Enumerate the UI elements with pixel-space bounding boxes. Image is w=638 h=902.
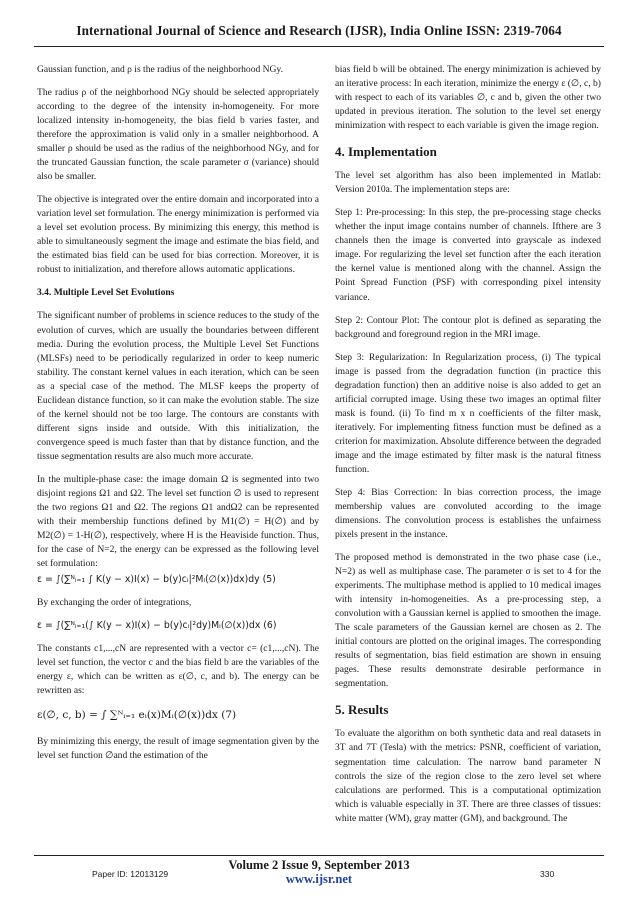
paragraph: Step 1: Pre-processing: In this step, the pre-processing stage checks whether the input image contains number of channels. Ifthere are 3 channels then the image is converted into grayscale as indexed image. For regularizing the level set function after the each iteration the kernel value is mentioned along with the channel. Assign the Point Spread Function (PSF) with corresponding pixel intensity variance. <box>335 207 601 303</box>
paragraph: bias field b will be obtained. The energy minimization is achieved by an iterative process: In each iteration, minimize the energy ε (∅, c, b) with respect to each of its variables ∅, c and b, given the other two updated in previous iteration. The solution to the level set energy minimization with respect to each variable is given the image region. <box>335 64 601 132</box>
left-column <box>37 63 319 772</box>
right-column <box>335 63 601 835</box>
footer-url-link[interactable]: www.ijsr.net <box>285 872 353 886</box>
section-heading: 4. Implementation <box>335 144 437 160</box>
paragraph: By exchanging the order of integrations, <box>37 597 192 609</box>
paragraph: The level set algorithm has also been implemented in Matlab: Version 2010a. The implementation steps are: <box>335 170 601 196</box>
equation-7: ε(∅, c, b) = ∫ ∑ᴺᵢ₌₁ eᵢ(x)Mᵢ(∅(x))dx (7) <box>37 709 237 722</box>
paragraph: To evaluate the algorithm on both synthetic data and real datasets in 3T and 7T (Tesla) with the metrics: PSNR, coefficient of variation, segmentation time calculation. The narrow band parameter N controls the size of the region close to the zero level set where calculations are performed. This is a computational optimization which is valuable especially in 3T. There are three classes of tissues: white matter (WM), gray matter (GM), and background. The <box>335 728 601 824</box>
header-divider <box>34 46 604 47</box>
journal-header: International Journal of Science and Research (IJSR), India Online ISSN: 2319-7064 <box>76 23 562 38</box>
paragraph: The proposed method is demonstrated in the two phase case (i.e., N=2) as well as multiphase case. The parameter σ is set to 4 for the experiments. The multiphase method is applied to 10 medical images with intensity in-homogeneities. As a pre-processing step, a convolution with a Gaussian kernel is applied to smoothen the image. The scale parameters of the Gaussian kernel are chosen as 2. The initial contours are plotted on the original images. The corresponding results of segmentation, bias field estimation are shown in ensuing pages. These results demonstrate desirable performance in segmentation. <box>335 552 601 690</box>
paragraph: The objective is integrated over the entire domain and incorporated into a variation level set formulation. The energy minimization is performed via a level set evolution process. By minimizing this energy, this method is able to simultaneously segment the image and estimate the bias field, and the estimated bias field can be used for bias correction. Moreover, it is robust to initialization, and therefore allows automatic applications. <box>37 194 319 276</box>
subsection-heading: 3.4. Multiple Level Set Evolutions <box>37 287 175 299</box>
footer-page-number: 330 <box>540 869 555 879</box>
footer-paper-id: Paper ID: 12013129 <box>92 869 169 879</box>
paragraph: In the multiple-phase case: the image domain Ω is segmented into two disjoint regions Ω1 and Ω2. The level set function ∅ is used to represent the two regions Ω1 and Ω2. The regions Ω1 andΩ2 can be represented with their membership functions defined by M1(∅) = H(∅) and by M2(∅) = 1-H(∅), respectively, where H is the Heaviside function. Thus, for the case of N=2, the energy can be expressed as the following level set formulation: <box>37 473 319 569</box>
paragraph: Step 3: Regularization: In Regularization process, (i) The typical image is passed from the degradation function (in practice this degradation function) then an additive noise is also added to get an artificial corrupted image. Using these two images an optimal filter mask is found. (ii) To find m x n coefficients of the filter mask, iteratively. For implementing fitness function must be defined as a criterion for maximization. Absolute difference between the degraded image and the image estimated by filter mask is the natural fitness function. <box>335 351 601 475</box>
paragraph: The radius ρ of the neighborhood NGy should be selected appropriately according to the degree of the intensity in-homogeneity. For more localized intensity in-homogeneity, the bias field b varies faster, and therefore the approximation is valid only in a smaller neighborhood. A smaller ρ should be used as the radius of the neighborhood NGy, and for the truncated Gaussian function, the scale parameter σ (variance) should also be smaller. <box>37 87 319 183</box>
paragraph: The significant number of problems in science reduces to the study of the evolution of curves, which are usually the boundaries between different media. During the evolution process, the Multiple Level Set Functions (MLSFs) need to be periodically regularized in order to keep numeric stability. The constant kernel values in each iteration, which can be seen as a special case of the method. The MLSF keeps the property of Euclidean distance function, so it can make the evolution stable. The size of the kernel should not be too large. The contours are constants with different signs inside and outside. With this initialization, the convergence speed is much faster than that by distance function, and the tissue segmentation results are also much more accurate. <box>37 310 319 462</box>
paragraph: Gaussian function, and ρ is the radius of the neighborhood NGy. <box>37 64 283 75</box>
equation-6: ε = ∫(∑ᴺᵢ₌₁(∫ K(y − x)I(x) − b(y)cᵢ|²dy)Mᵢ(∅(x))dx (6) <box>37 620 277 632</box>
paragraph: Step 2: Contour Plot: The contour plot is defined as separating the background and foreground region in the MRI image. <box>335 314 601 340</box>
paragraph: The constants c1,...,cN are represented with a vector c= (c1,...,cN). The level set function, the vector c and the bias field b are the variables of the energy ε, which can be written as ε(∅, c, and b). The energy can be rewritten as: <box>37 643 319 697</box>
footer-divider <box>34 855 604 856</box>
paragraph: Step 4: Bias Correction: In bias correction process, the image membership values are convoluted according to the image dimensions. The convolution process is establishes the unfairness pixels present in the instance. <box>335 486 601 540</box>
section-heading: 5. Results <box>335 702 389 718</box>
equation-5: ε = ∫(∑ᴺᵢ₌₁ ∫ K(y − x)I(x) − b(y)cᵢ|²Mᵢ(∅(x))dx)dy (5) <box>37 574 276 586</box>
footer-volume: Volume 2 Issue 9, September 2013 <box>228 858 410 872</box>
paragraph: By minimizing this energy, the result of image segmentation given by the level set function ∅and the estimation of the <box>37 735 319 761</box>
